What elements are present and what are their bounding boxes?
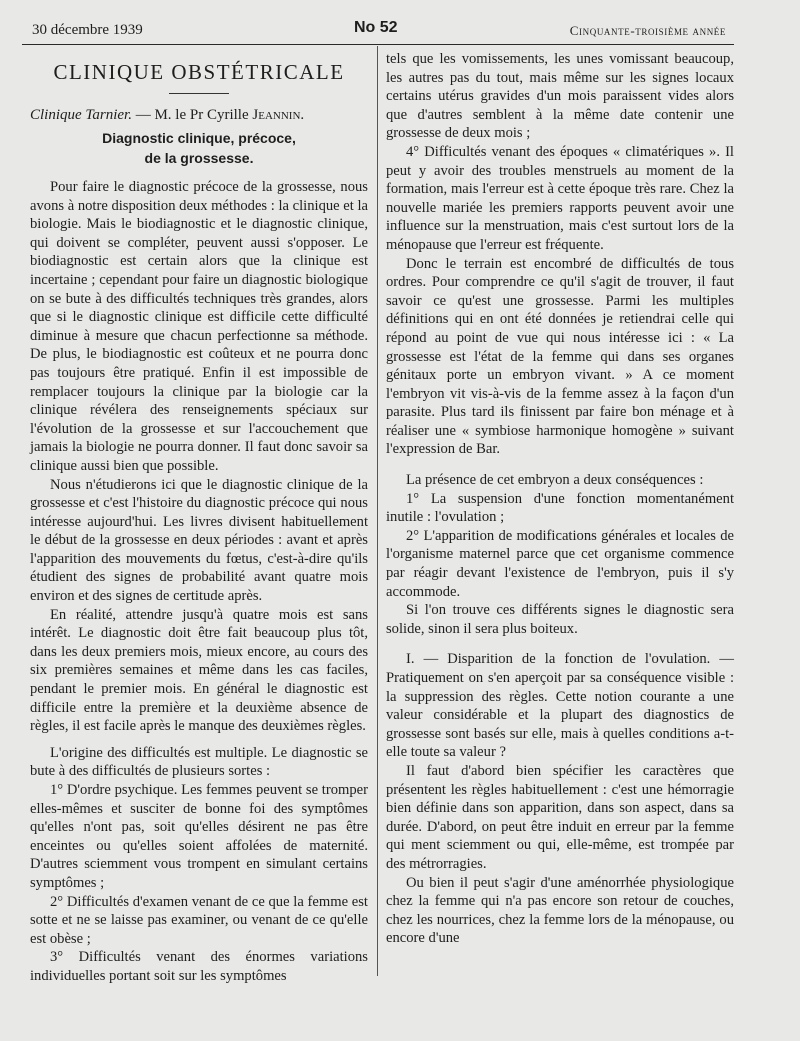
paragraph: Donc le terrain est encombré de difficultés de tous ordres. Pour comprendre ce qu'il s'agit de trouver, il faut savoir ce qu'est une grossesse. Parmi les multiples définitions qui en ont été données je retiendrai celle qui répond au point de vue qui nous intéresse ici : « La grossesse est l'état de la femme qui dans ses organes génitaux porte un embryon vivant. » A ce moment l'embryon vit vis-à-vis de la femme assez à la façon d'un parasite. Plus tard ils finissent par faire bon ménage et à réaliser une « symbiose harmonique homogène » suivant l'expression de Bar. bbox=[386, 255, 734, 458]
publication-year: Cinquante-troisième année bbox=[569, 23, 726, 38]
section-heading-paragraph: I. — Disparition de la fonction de l'ovulation. — Pratiquement on s'en aperçoit par sa conséquence visible : la suppression des règles. Cette notion courante a une valeur considérable et la plupart des diagnostics de grossesse sont basés sur elle, mais à quelles conditions a-t-elle toute sa valeur ? bbox=[386, 651, 734, 761]
left-column bbox=[30, 60, 368, 986]
paragraph: La présence de cet embryon a deux conséquences : bbox=[406, 472, 704, 489]
paragraph: 3° Difficultés venant des énormes variations individuelles portant soit sur les symptômes bbox=[30, 949, 368, 984]
paragraph: 1° La suspension d'une fonction momentanément inutile : l'ovulation ; bbox=[386, 490, 734, 526]
issue-date: 30 décembre 1939 bbox=[32, 22, 143, 38]
paragraph: Il faut d'abord bien spécifier les caractères que présentent les règles habituellement : c'est une hémorragie bien définie dans son apparition, dans son aspect, dans sa durée. D'abord, on peut être induit en erreur par la femme qui ment sciemment ou qui, elle-même, est trompée par des métrorragies. bbox=[386, 762, 734, 872]
paragraph: En réalité, attendre jusqu'à quatre mois est sans intérêt. Le diagnostic doit être fait beaucoup plus tôt, dans les deux premiers mois, mieux encore, au cours des six premières semaines et même dans les cas faciles, pendant le premier mois. En général le diagnostic est difficile entre la première et la deuxième absence de règles, il est facile après le manque des deuxièmes règles. bbox=[30, 606, 368, 735]
column-divider bbox=[377, 46, 378, 976]
author-name: Jeannin. bbox=[252, 107, 305, 123]
subtitle-line-1: Diagnostic clinique, précoce, bbox=[102, 130, 296, 146]
paragraph: Ou bien il peut s'agir d'une aménorrhée physiologique chez la femme qui n'a pas encore son retour de couches, chez les nourrices, chez la femme lors de la ménopause, ou encore d'une bbox=[386, 874, 734, 947]
paragraph: L'origine des difficultés est multiple. Le diagnostic se bute à des difficultés de plusieurs sortes : bbox=[30, 744, 368, 780]
paragraph: 4° Difficultés venant des époques « climatériques ». Il peut y avoir des troubles menstruels au moment de la formation, mais l'erreur est à cette époque très rare. Chez la nouvelle mariée les premiers rapports peuvent avoir une influence sur la menstruation, mais c'est surtout lors de la ménopause que l'erreur est fréquente. bbox=[386, 143, 734, 253]
article-subtitle bbox=[30, 128, 368, 168]
paragraph: Pour faire le diagnostic précoce de la grossesse, nous avons à notre disposition deux méthodes : la clinique et la biologie. Mais le biodiagnostic et le diagnostic clinique, qui doivent se compléter, peuvent aussi s'opposer. Le biodiagnostic est certain alors que la clinique est incertaine ; cependant pour faire un diagnostic biologique on se bute à des difficultés techniques très grandes, alors que si le diagnostic clinique est difficile cette difficulté diminue à mesure que chacun perfectionne sa méthode. De plus, le biodiagnostic est coûteux et ne pourra donc pas toujours être pratiqué. Enfin il est impossible de remplacer toujours la clinique par la biologie car la clinique révélera des renseignements spéciaux sur l'évolution de la grossesse et sur l'accouchement que jamais la biologie ne pourra donner. Il faut donc savoir sa clinique aussi bien que possible. bbox=[30, 179, 369, 474]
paragraph: 2° Difficultés d'examen venant de ce que la femme est sotte et ne se laisse pas examiner, ou venant de ce qu'elle est obèse ; bbox=[30, 893, 368, 947]
clinic-name: Clinique Tarnier. bbox=[30, 107, 132, 123]
issue-number: No 52 bbox=[354, 19, 398, 36]
paragraph: 2° L'apparition de modifications générales et locales de l'organisme maternel parce que cet organisme commence par réagir devant l'existence de l'embryon, puis il s'y accommode. bbox=[386, 527, 734, 600]
title-rule bbox=[169, 93, 229, 94]
byline-text: — M. le Pr Cyrille bbox=[131, 107, 253, 123]
paragraph: Si l'on trouve ces différents signes le diagnostic sera solide, sinon il sera plus boiteux. bbox=[386, 602, 734, 637]
paragraph: 1° D'ordre psychique. Les femmes peuvent se tromper elles-mêmes et susciter de bonne foi des symptômes qu'elles n'ont pas, soit qu'elles désirent ne pas être enceintes ou qu'elles soient affolées de maternité. D'autres sciemment vous trompent en simulant certains symptômes ; bbox=[30, 782, 368, 891]
right-column bbox=[386, 50, 734, 948]
article-byline bbox=[30, 106, 368, 124]
page-header bbox=[22, 18, 734, 45]
subtitle-line-2: de la grossesse. bbox=[144, 150, 254, 166]
paragraph: tels que les vomissements, les unes vomissant beaucoup, les autres pas du tout, mais même sur les signes locaux certains utérus gravides d'un mois paraissent vides alors que d'autres semblent à la même date contenir une grossesse de deux mois ; bbox=[386, 51, 734, 142]
paragraph: Nous n'étudierons ici que le diagnostic clinique de la grossesse et c'est l'histoire du diagnostic précoce qui nous intéresse aujourd'hui. Les livres divisent habituellement le début de la grossesse en deux périodes : avant et après l'apparition des mouvements du fœtus, c'est-à-dire qu'ils étudient des signes de probabilité avant quatre mois environ et des signes de certitude après. bbox=[30, 476, 368, 605]
article-title: CLINIQUE OBSTÉTRICALE bbox=[53, 60, 345, 84]
